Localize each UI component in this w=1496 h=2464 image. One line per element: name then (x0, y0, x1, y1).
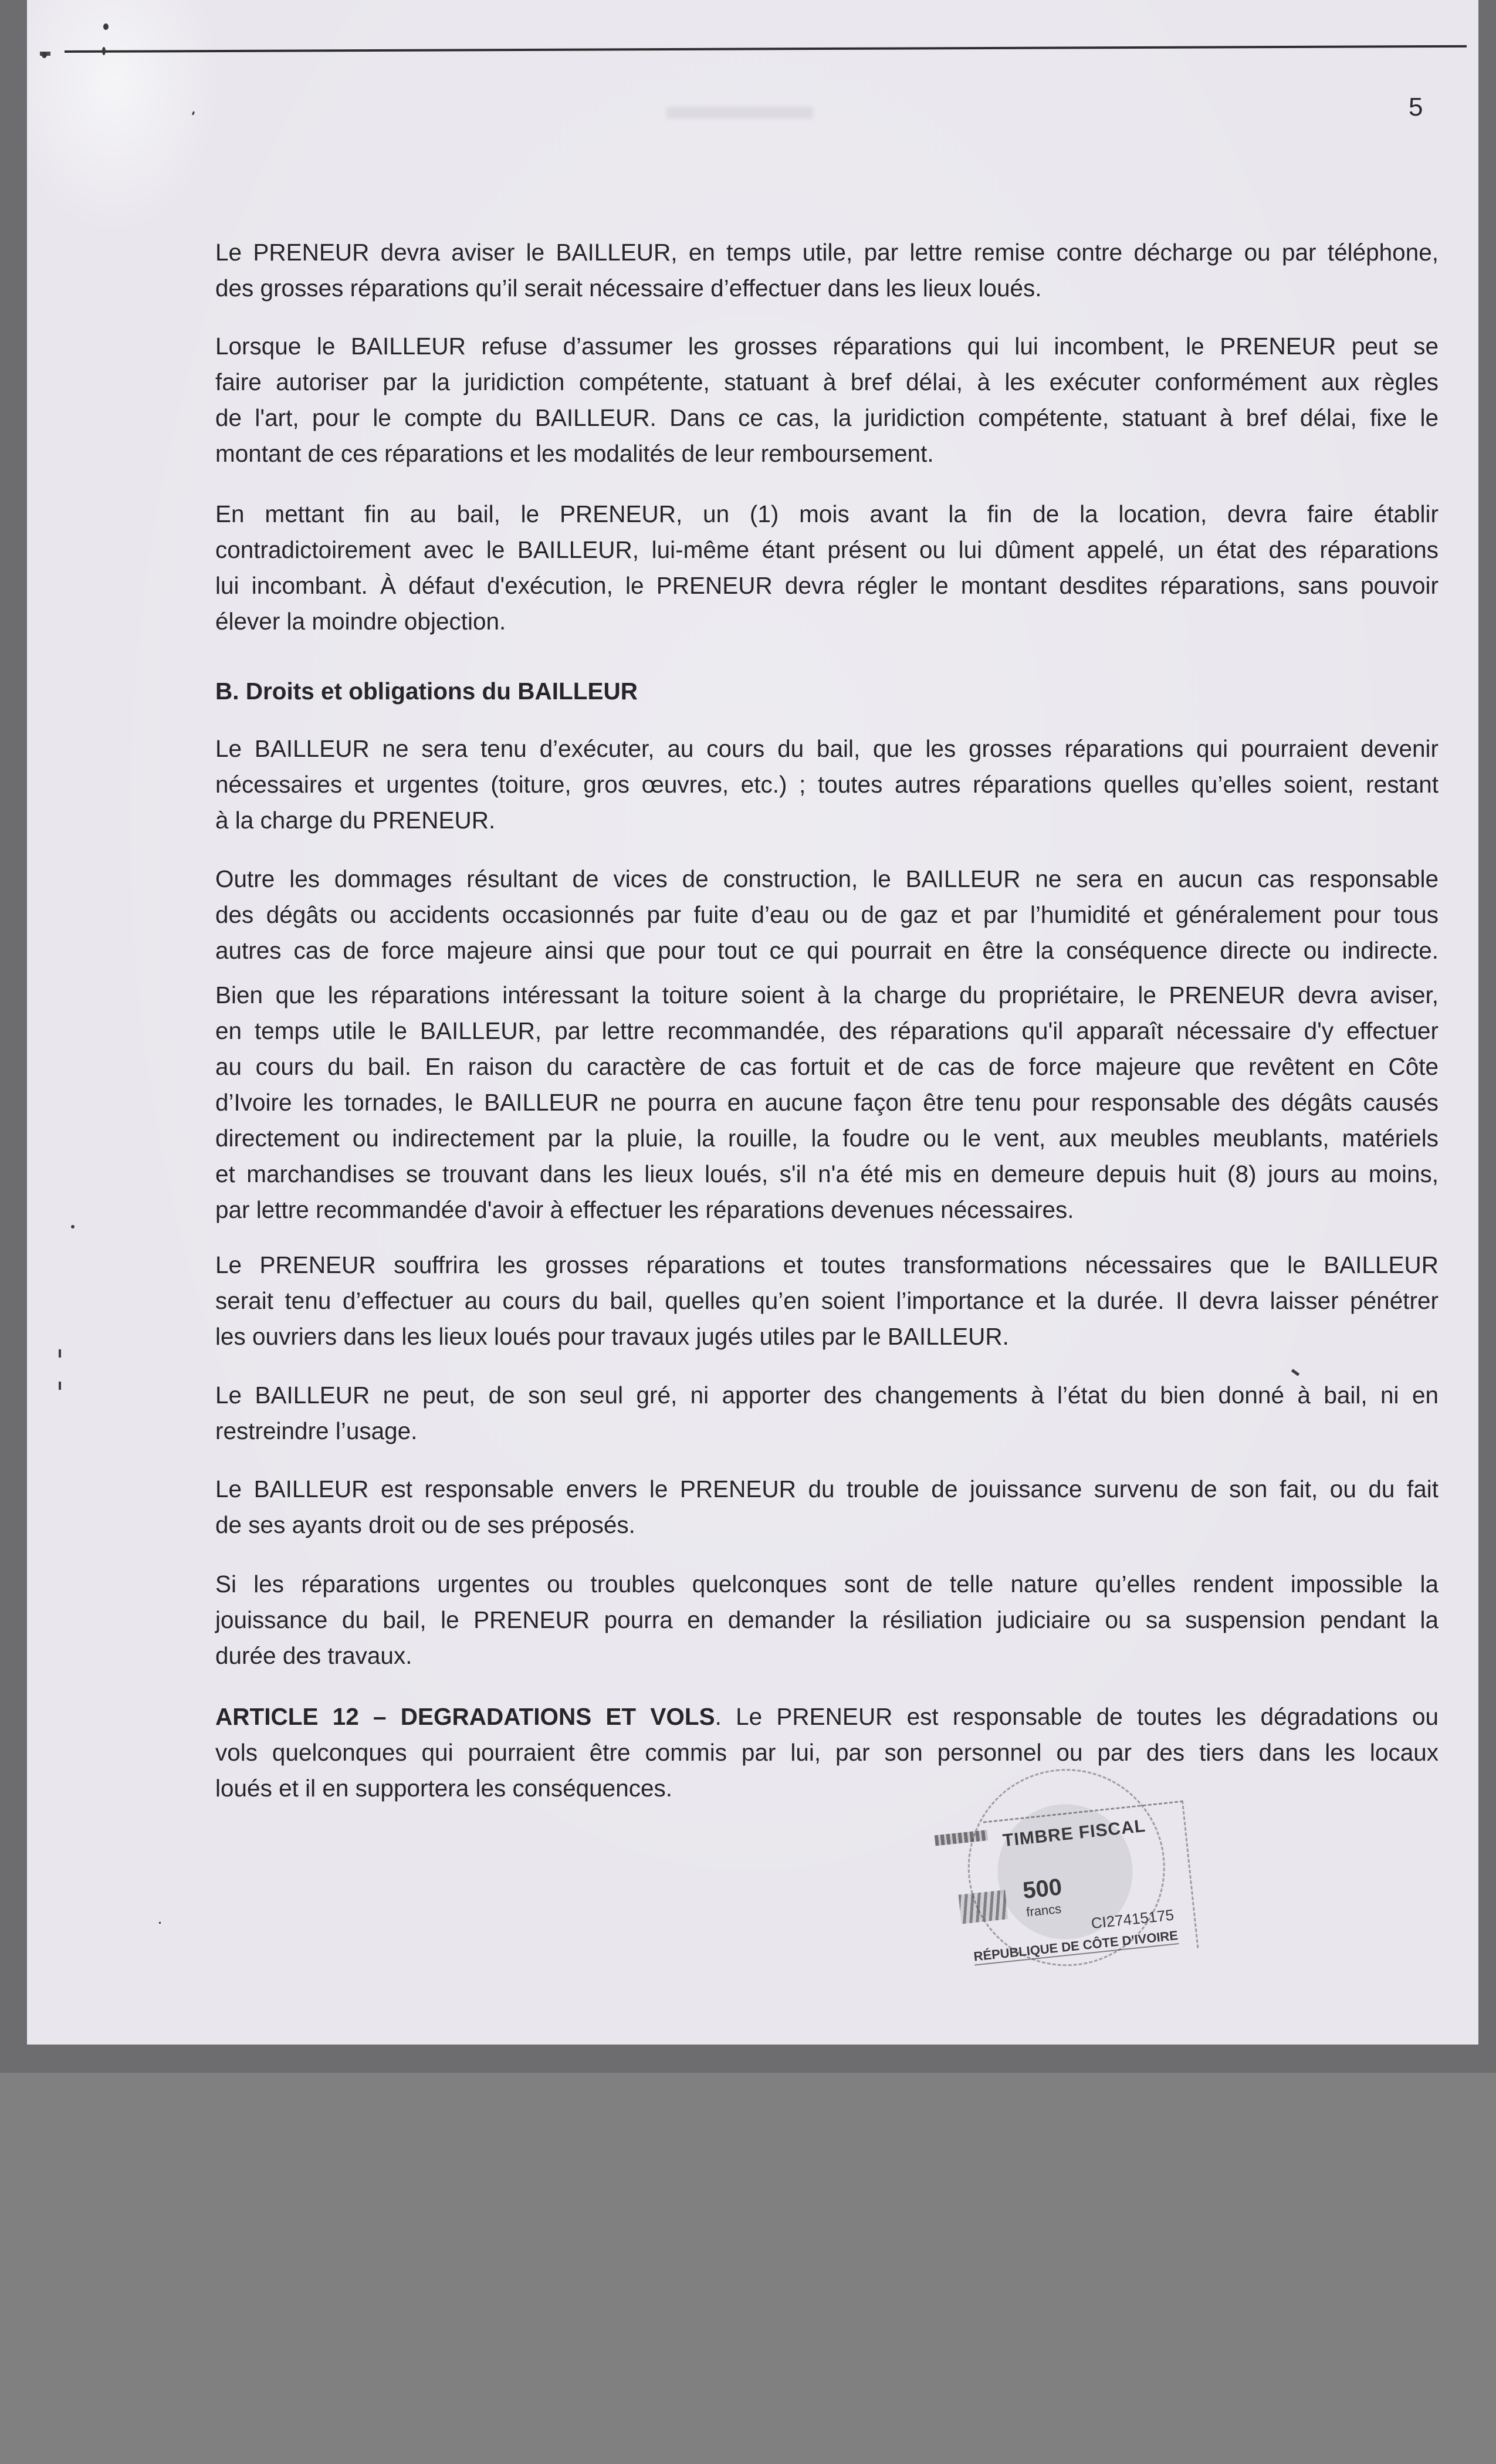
text-line: En mettant fin au bail, le PRENEUR, un (1) mois avant la fin de la location, devra faire établir (215, 500, 1439, 527)
text-line: Si les réparations urgentes ou troubles quelconques sont de telle nature qu’elles rendent impossible la (215, 1571, 1439, 1597)
staple-mark-icon (102, 47, 106, 55)
staple-hole-icon (103, 23, 109, 30)
stamp-currency: francs (1025, 1901, 1062, 1920)
section-heading (215, 673, 1439, 709)
text-line: contradictoirement avec le BAILLEUR, lui-même étant présent ou lui dûment appelé, un état des réparations (215, 536, 1439, 563)
text-line: au cours du bail. En raison du caractère de cas fortuit et de cas de force majeure que revêtent en Côte (215, 1053, 1439, 1080)
text-line: montant de ces réparations et les modalités de leur remboursement. (215, 440, 934, 467)
paragraph-bailleur-refusal (215, 329, 1439, 472)
article-12 (215, 1699, 1439, 1806)
page-number: 5 (1409, 93, 1423, 121)
scan-speck (1291, 1369, 1299, 1376)
paragraph-roof-repairs (215, 977, 1439, 1228)
paragraph-end-of-lease (215, 496, 1439, 639)
stamp-serial-number: CI27415175 (1090, 1905, 1175, 1932)
text-line: Le BAILLEUR ne peut, de son seul gré, ni apporter des changements à l’état du bien donné à bail, ni en (215, 1382, 1439, 1409)
stamp-title: TIMBRE FISCAL (1001, 1816, 1147, 1851)
paragraph-no-changes (215, 1377, 1439, 1449)
text-line: de ses ayants droit ou de ses préposés. (215, 1511, 635, 1538)
bleed-through-smudge (666, 107, 813, 119)
text-line: jouissance du bail, le PRENEUR pourra en demander la résiliation judiciaire ou sa suspension pendant la (215, 1606, 1439, 1633)
text-line: loués et il en supportera les conséquences. (215, 1775, 672, 1802)
text-line: Le BAILLEUR ne sera tenu d’exécuter, au cours du bail, que les grosses réparations qui pourraient devenir (215, 735, 1439, 762)
paragraph-termination (215, 1566, 1439, 1674)
header-rule (65, 45, 1467, 53)
text-line: Lorsque le BAILLEUR refuse d’assumer les grosses réparations qui lui incombent, le PRENEUR peut se (215, 333, 1439, 360)
article-12-first-line: . Le PRENEUR est responsable de toutes les dégradations ou (715, 1703, 1439, 1730)
text-line: et marchandises se trouvant dans les lieux loués, s'il n'a été mis en demeure depuis huit (8) jours au moins, (215, 1160, 1439, 1187)
text-line: des grosses réparations qu’il serait nécessaire d’effectuer dans les lieux loués. (215, 275, 1042, 302)
text-line: directement ou indirectement par la pluie, la rouille, la foudre ou le vent, aux meubles meublants, matériels (215, 1125, 1439, 1152)
text-line: Le PRENEUR devra aviser le BAILLEUR, en temps utile, par lettre remise contre décharge ou par téléphone, (215, 239, 1439, 266)
paragraph-construction-defects (215, 861, 1439, 969)
text-line: restreindre l’usage. (215, 1417, 418, 1444)
scan-speck (59, 1349, 61, 1358)
paragraph-bailleur-responsibility (215, 1471, 1439, 1543)
scan-speck (59, 1382, 61, 1390)
text-line: de l'art, pour le compte du BAILLEUR. Dans ce cas, la juridiction compétente, statuant à bref délai, fixe le (215, 404, 1439, 431)
stamp-flag-icon (959, 1890, 1008, 1924)
text-line: nécessaires et urgentes (toiture, gros œuvres, etc.) ; toutes autres réparations quelles qu’elles soient, restant (215, 771, 1439, 798)
paragraph-notification-repairs (215, 235, 1439, 306)
article-12-title: ARTICLE 12 – DEGRADATIONS ET VOLS (215, 1703, 715, 1730)
text-line: des dégâts ou accidents occasionnés par fuite d’eau ou de gaz et par l’humidité et généralement pour tous (215, 901, 1439, 928)
text-line: autres cas de force majeure ainsi que pour tout ce qui pourrait en être la conséquence directe ou indirecte. (215, 937, 1439, 964)
stamp-country: RÉPUBLIQUE DE CÔTE D'IVOIRE (973, 1928, 1179, 1965)
scan-speck (71, 1225, 75, 1228)
text-line: vols quelconques qui pourraient être commis par lui, par son personnel ou par des tiers dans les locaux (215, 1739, 1439, 1766)
text-line: Le PRENEUR souffrira les grosses réparations et toutes transformations nécessaires que le BAILLEUR (215, 1251, 1439, 1278)
text-line: Bien que les réparations intéressant la toiture soient à la charge du propriétaire, le PRENEUR devra aviser, (215, 981, 1439, 1008)
text-line (215, 1699, 1439, 1735)
text-line: durée des travaux. (215, 1642, 412, 1669)
paragraph-preneur-tolerates-works (215, 1247, 1439, 1355)
text-line: d’Ivoire les tornades, le BAILLEUR ne pourra en aucune façon être tenu pour responsable des dégâts causés (215, 1089, 1439, 1116)
text-line: en temps utile le BAILLEUR, par lettre recommandée, des réparations qu'il apparaît nécessaire d'y effectuer (215, 1017, 1439, 1044)
stamp-value: 500 (1021, 1874, 1064, 1904)
text-line: Le BAILLEUR est responsable envers le PRENEUR du trouble de jouissance survenu de son fait, ou du fait (215, 1475, 1439, 1502)
scan-speck (192, 111, 195, 116)
text-line: serait tenu d’effectuer au cours du bail, quelles qu’en soient l’importance et la durée. Il devra laisser pénétrer (215, 1287, 1439, 1314)
text-line: par lettre recommandée d'avoir à effectuer les réparations devenues nécessaires. (215, 1196, 1074, 1223)
text-line: Outre les dommages résultant de vices de construction, le BAILLEUR ne sera en aucun cas responsable (215, 865, 1439, 892)
text-line: élever la moindre objection. (215, 608, 506, 635)
text-line: à la charge du PRENEUR. (215, 807, 496, 834)
paragraph-bailleur-major-repairs (215, 731, 1439, 838)
text-line: faire autoriser par la juridiction compétente, statuant à bref délai, à les exécuter conformément aux règles (215, 368, 1439, 395)
text-line: les ouvriers dans les lieux loués pour travaux jugés utiles par le BAILLEUR. (215, 1323, 1009, 1350)
section-heading-text: B. Droits et obligations du BAILLEUR (215, 678, 638, 705)
staple-hole-icon (42, 52, 47, 58)
fiscal-stamp (925, 1767, 1213, 1982)
text-line: lui incombant. À défaut d'exécution, le PRENEUR devra régler le montant desdites réparations, sans pouvoir (215, 572, 1439, 599)
document-page (27, 0, 1478, 2045)
scan-speck (159, 1922, 161, 1924)
